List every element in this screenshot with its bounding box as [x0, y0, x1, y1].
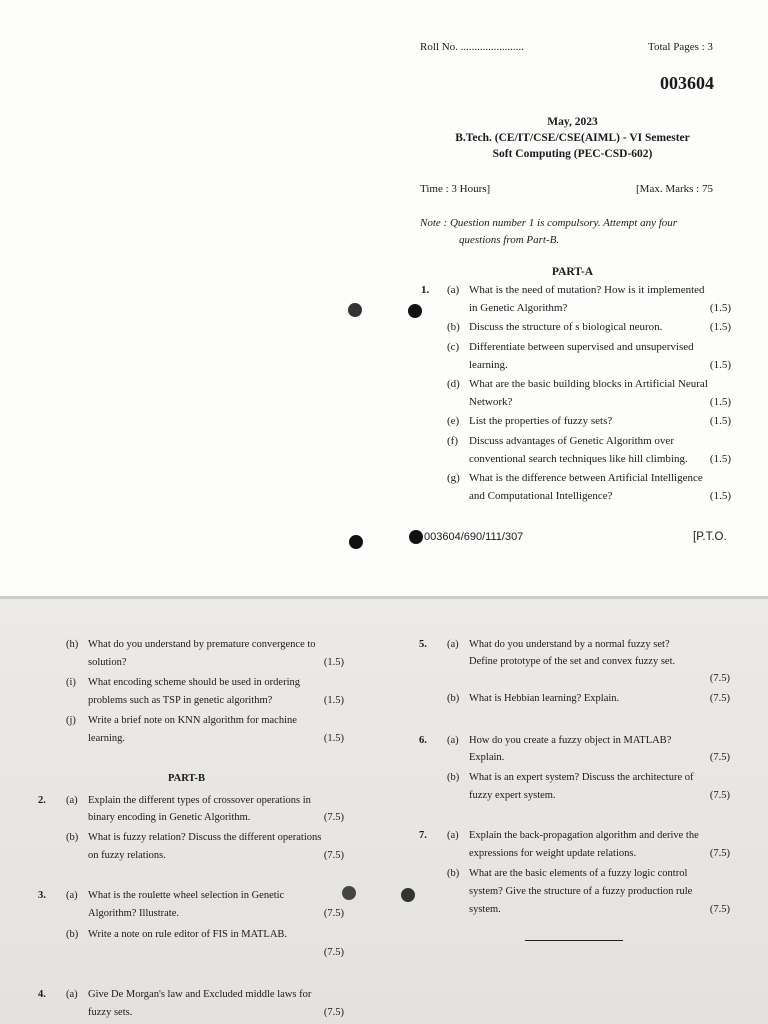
page-2-left-column	[38, 636, 344, 1024]
page-2-right-column	[419, 636, 730, 936]
question-text: Discuss advantages of Genetic Algorithm over	[469, 435, 674, 447]
question-number: 2.	[38, 795, 46, 806]
question-marks: (7.5)	[323, 908, 344, 919]
question-label: (a)	[66, 890, 78, 901]
question-marks: (7.5)	[323, 1007, 344, 1018]
course-title: B.Tech. (CE/IT/CSE/CSE(AIML) - VI Semester	[455, 132, 690, 144]
note-line-2: questions from Part-B.	[459, 234, 560, 246]
question-text: What are the basic building blocks in Artificial Neural	[469, 378, 708, 390]
question-marks: (7.5)	[323, 812, 344, 823]
question-text: Explain the different types of crossover operations in	[88, 795, 311, 806]
question-label: (a)	[66, 795, 78, 806]
question-text: expressions for weight update relations.	[469, 848, 637, 859]
question-label: (a)	[447, 284, 460, 296]
question-number: 5.	[419, 639, 427, 650]
pto-label: [P.T.O.	[693, 531, 727, 543]
question-text: Define prototype of the set and convex fuzzy set.	[469, 656, 676, 667]
subject-title: Soft Computing (PEC-CSD-602)	[492, 148, 653, 160]
question-label: (a)	[447, 735, 459, 746]
question-text: What do you understand by premature convergence to	[88, 639, 316, 650]
end-rule	[525, 940, 623, 941]
note-line-1: Note : Question number 1 is compulsory. Attempt any four	[420, 217, 678, 229]
question-marks: (1.5)	[323, 657, 344, 668]
exam-time: Time : 3 Hours]	[420, 183, 491, 195]
question-number: 6.	[419, 735, 427, 746]
question-marks: (1.5)	[709, 453, 731, 465]
question-marks: (7.5)	[709, 673, 730, 684]
question-text: Write a note on rule editor of FIS in MATLAB.	[88, 929, 288, 940]
question-marks: (7.5)	[709, 752, 730, 763]
question-text: learning.	[88, 733, 126, 744]
question-marks: (1.5)	[709, 321, 731, 333]
question-label: (b)	[447, 868, 460, 879]
question-label: (g)	[447, 472, 460, 484]
question-text: system? Give the structure of a fuzzy production rule	[469, 886, 693, 897]
question-text: Algorithm? Illustrate.	[88, 908, 179, 919]
question-text: List the properties of fuzzy sets?	[469, 415, 613, 427]
punch-hole-icon	[349, 535, 363, 549]
question-marks: (1.5)	[709, 415, 731, 427]
question-number: 3.	[38, 890, 46, 901]
question-marks: (1.5)	[709, 490, 731, 502]
footer-code: 003604/690/111/307	[424, 531, 524, 543]
question-label: (f)	[447, 435, 458, 447]
question-marks: (1.5)	[709, 359, 731, 371]
question-marks: (1.5)	[323, 733, 344, 744]
page-divider	[0, 596, 768, 599]
question-text: Explain.	[469, 752, 505, 763]
question-marks: (7.5)	[323, 947, 344, 958]
question-text: Network?	[469, 396, 513, 408]
question-label: (c)	[447, 341, 460, 353]
question-text: What is the need of mutation? How is it implemented	[469, 284, 705, 296]
question-label: (d)	[447, 378, 460, 390]
max-marks: [Max. Marks : 75	[636, 183, 713, 195]
question-label: (b)	[447, 693, 460, 704]
question-marks: (7.5)	[709, 848, 730, 859]
punch-hole-icon	[342, 886, 356, 900]
question-number: 1.	[421, 284, 430, 296]
question-text: learning.	[469, 359, 508, 371]
total-pages: Total Pages : 3	[648, 41, 713, 53]
paper-code: 003604	[660, 73, 714, 93]
question-text: in Genetic Algorithm?	[469, 302, 568, 314]
question-text: What do you understand by a normal fuzzy set?	[469, 639, 670, 650]
question-text: binary encoding in Genetic Algorithm.	[88, 812, 251, 823]
question-text: Explain the back-propagation algorithm and derive the	[469, 830, 699, 841]
question-text: What are the basic elements of a fuzzy logic control	[469, 868, 688, 879]
punch-hole-icon	[409, 530, 423, 544]
question-label: (h)	[66, 639, 79, 650]
question-text: Discuss the structure of s biological neuron.	[469, 321, 663, 333]
question-marks: (7.5)	[709, 693, 730, 704]
punch-hole-icon	[408, 304, 422, 318]
question-label: (i)	[66, 677, 76, 688]
question-text: What is an expert system? Discuss the architecture of	[469, 772, 694, 783]
question-label: (a)	[447, 639, 459, 650]
question-label: (b)	[447, 772, 460, 783]
question-label: (b)	[447, 321, 460, 333]
question-marks: (1.5)	[323, 695, 344, 706]
question-text: What is fuzzy relation? Discuss the different operations	[88, 832, 322, 843]
question-text: Give De Morgan's law and Excluded middle laws for	[88, 989, 312, 1000]
question-marks: (7.5)	[709, 904, 730, 915]
question-label: (j)	[66, 715, 76, 726]
question-text: fuzzy expert system.	[469, 790, 556, 801]
question-text: problems such as TSP in genetic algorithm?	[88, 695, 273, 706]
question-marks: (1.5)	[709, 396, 731, 408]
question-label: (e)	[447, 415, 460, 427]
question-marks: (1.5)	[709, 302, 731, 314]
question-number: 4.	[38, 989, 46, 1000]
question-text: Write a brief note on KNN algorithm for machine	[88, 715, 297, 726]
question-text: and Computational Intelligence?	[469, 490, 613, 502]
question-text: solution?	[88, 657, 127, 668]
question-text: What encoding scheme should be used in ordering	[88, 677, 300, 688]
question-text: Differentiate between supervised and unsupervised	[469, 341, 694, 353]
question-text: conventional search techniques like hill climbing.	[469, 453, 688, 465]
question-text: system.	[469, 904, 501, 915]
question-label: (a)	[447, 830, 459, 841]
question-text: on fuzzy relations.	[88, 850, 166, 861]
question-text: fuzzy sets.	[88, 1007, 133, 1018]
question-number: 7.	[419, 830, 427, 841]
roll-no-field: Roll No. .......................	[420, 41, 524, 53]
question-marks: (7.5)	[323, 850, 344, 861]
question-label: (b)	[66, 832, 79, 843]
question-text: How do you create a fuzzy object in MATLAB?	[469, 735, 672, 746]
question-text: What is the difference between Artificial Intelligence	[469, 472, 703, 484]
question-label: (a)	[66, 989, 78, 1000]
exam-date: May, 2023	[547, 116, 598, 128]
punch-hole-icon	[401, 888, 415, 902]
question-text: What is Hebbian learning? Explain.	[469, 693, 620, 704]
part-a-heading: PART-A	[551, 266, 594, 278]
punch-hole-icon	[348, 303, 362, 317]
question-marks: (7.5)	[709, 790, 730, 801]
question-text: What is the roulette wheel selection in Genetic	[88, 890, 285, 901]
question-label: (b)	[66, 929, 79, 940]
part-b-heading: PART-B	[168, 773, 205, 784]
